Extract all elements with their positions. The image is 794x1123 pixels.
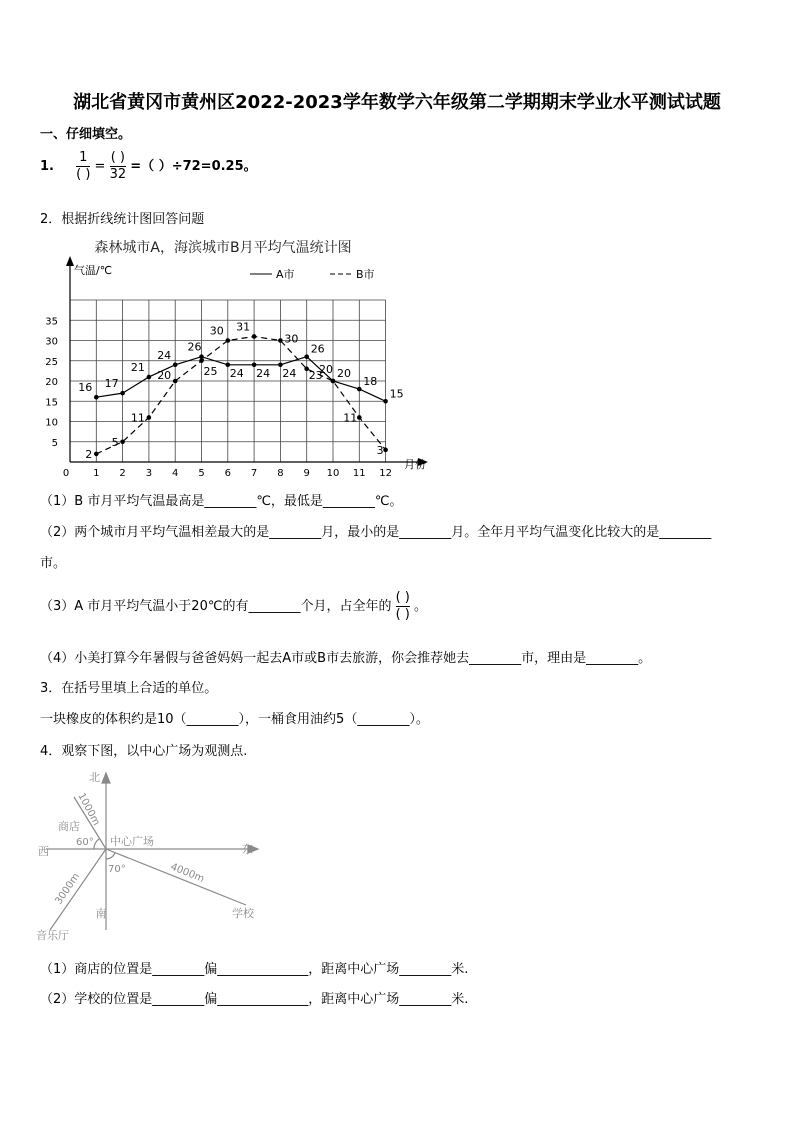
question-3-text: 3．在括号里填上合适的单位。 [40, 681, 218, 696]
question-2-sub-4: （4）小美打算今年暑假与爸爸妈妈一起去A市或B市去旅游，你会推荐她去________市，理由是________。 [40, 651, 652, 666]
data-label-a: 18 [363, 375, 378, 389]
data-label-a: 20 [337, 367, 351, 380]
data-point-a [383, 399, 388, 404]
data-point-a [304, 354, 309, 359]
x-tick-label: 11 [352, 468, 366, 478]
center-label: 中心广场 [110, 835, 154, 848]
data-label-b: 11 [130, 411, 145, 425]
question-4-sub-2: （2）学校的位置是________偏______________，距离中心广场________米. [40, 992, 469, 1007]
y-axis-arrow [66, 256, 74, 266]
question-4-sub-1: （1）商店的位置是________偏______________，距离中心广场________米. [40, 962, 469, 977]
data-point-b [252, 334, 257, 339]
data-label-a: 26 [310, 342, 325, 356]
fraction-denominator: 32 [109, 167, 127, 182]
data-label-a: 24 [229, 366, 244, 380]
y-axis-label: 气温/℃ [74, 264, 113, 277]
fraction-numerator: 1 [76, 150, 90, 167]
question-1 [40, 150, 257, 183]
legend-label-b: B市 [356, 268, 375, 281]
fraction-2 [110, 150, 127, 183]
school-direction-line [106, 849, 246, 905]
y-tick-label: 35 [45, 316, 58, 328]
music-hall-distance-label: 3000m [53, 871, 83, 907]
data-label-a: 24 [157, 348, 172, 362]
shop-distance-label: 1000m [75, 791, 102, 828]
fraction-answer [396, 590, 410, 623]
chart-title: 森林城市A，海滨城市B月平均气温统计图 [94, 240, 352, 256]
legend-label-a: A市 [276, 268, 295, 281]
data-point-b [278, 338, 283, 343]
question-2-text: 2．根据折线统计图回答问题 [40, 212, 205, 227]
y-tick-label: 30 [45, 336, 58, 348]
y-tick-label: 15 [45, 397, 58, 409]
data-label-a: 24 [282, 366, 297, 380]
fraction-denominator: ( ) [395, 607, 410, 622]
x-tick-label: 1 [93, 468, 100, 478]
section-heading: 一、仔细填空。 [40, 127, 132, 142]
data-point-b [357, 415, 362, 420]
line-chart [40, 232, 440, 478]
angle-arc-70 [106, 853, 115, 859]
question-2-sub-1: （1）B 市月平均气温最高是________℃，最低是________℃。 [40, 494, 403, 509]
y-tick-label: 5 [51, 437, 58, 449]
data-point-b [383, 448, 388, 453]
x-tick-label: 12 [379, 468, 392, 478]
north-arrow [102, 773, 110, 783]
school-label: 学校 [232, 907, 254, 920]
angle-70-label: 70° [108, 864, 126, 875]
data-point-a [94, 395, 99, 400]
question-2-sub-3 [40, 590, 427, 623]
data-point-b [120, 439, 125, 444]
data-label-b: 3 [376, 443, 384, 457]
west-label: 西 [38, 845, 49, 858]
school-distance-label: 4000m [168, 861, 206, 885]
data-label-b: 20 [157, 369, 172, 382]
data-point-a [173, 363, 178, 368]
question-2-sub-2: （2）两个城市月平均气温相差最大的是________月，最小的是________月。全年月平均气温变化比较大的是________ [40, 525, 712, 540]
data-point-a [147, 375, 152, 380]
question-2-sub-2-cont: 市。 [40, 556, 67, 571]
y-tick-label: 20 [45, 377, 58, 388]
data-label-b: 25 [203, 364, 218, 378]
chart-series [78, 320, 403, 460]
series-line-b [96, 336, 385, 453]
data-label-a: 24 [256, 366, 271, 380]
x-tick-label: 0 [62, 468, 70, 478]
angle-arc-60 [94, 839, 99, 849]
data-label-b: 30 [209, 324, 224, 338]
x-tick-label: 2 [119, 468, 126, 478]
x-tick-label: 5 [198, 468, 205, 478]
question-number: 1. [40, 159, 54, 174]
data-point-b [173, 379, 178, 384]
x-tick-label: 4 [172, 468, 179, 478]
data-label-a: 17 [104, 377, 119, 391]
angle-60-label: 60° [76, 837, 94, 848]
north-label: 北 [89, 771, 100, 784]
question-1-tail: =（ ）÷72=0.25。 [130, 159, 257, 174]
data-label-a: 26 [187, 340, 202, 354]
south-label: 南 [95, 907, 107, 920]
x-tick-label: 3 [145, 468, 153, 478]
page-title: 湖北省黄冈市黄州区2022-2023学年数学六年级第二学期期末学业水平测试试题 [73, 92, 721, 113]
fraction-numerator: ( ) [110, 150, 125, 165]
question-3-line: 一块橡皮的体积约是10（________），一桶食用油约5（________）。 [40, 712, 429, 727]
music-hall-label: 音乐厅 [36, 929, 69, 942]
data-label-b: 23 [308, 368, 323, 382]
x-tick-label: 9 [303, 468, 310, 478]
y-tick-label: 25 [45, 356, 58, 368]
fraction-numerator: ( ) [395, 590, 410, 605]
data-label-a: 16 [78, 381, 93, 395]
data-point-b [147, 415, 152, 420]
x-tick-label: 7 [250, 468, 258, 478]
fraction-denominator: ( ) [76, 167, 91, 182]
data-label-a: 21 [130, 360, 145, 374]
east-label: 东 [242, 843, 253, 856]
data-point-a [120, 391, 125, 396]
data-label-b: 5 [111, 435, 119, 449]
direction-map [36, 765, 286, 945]
data-point-b [331, 379, 336, 384]
x-tick-label: 8 [277, 468, 284, 478]
data-point-b [199, 358, 204, 363]
shop-label: 商店 [58, 820, 80, 833]
question-4-text: 4．观察下图，以中心广场为观测点. [40, 744, 248, 759]
equals-sign: = [94, 159, 106, 174]
chart-legend [250, 268, 375, 281]
x-axis-label: 月份 [404, 458, 426, 471]
data-label-b: 30 [284, 332, 299, 346]
data-label-b: 2 [85, 447, 93, 461]
data-point-b [226, 338, 231, 343]
question-2-sub-3-text: （3）A 市月平均气温小于20℃的有________个月，占全年的 [40, 599, 392, 614]
period: 。 [414, 599, 428, 614]
data-label-b: 11 [343, 411, 358, 425]
data-point-b [94, 452, 99, 457]
y-tick-label: 10 [45, 417, 58, 429]
x-tick-label: 10 [326, 468, 340, 478]
data-point-a [357, 387, 362, 392]
data-label-b: 20 [319, 363, 333, 376]
data-label-a: 15 [389, 387, 404, 401]
fraction-1 [76, 150, 90, 183]
data-point-a [199, 354, 204, 359]
x-tick-label: 6 [224, 468, 231, 478]
data-label-b: 31 [236, 320, 251, 334]
